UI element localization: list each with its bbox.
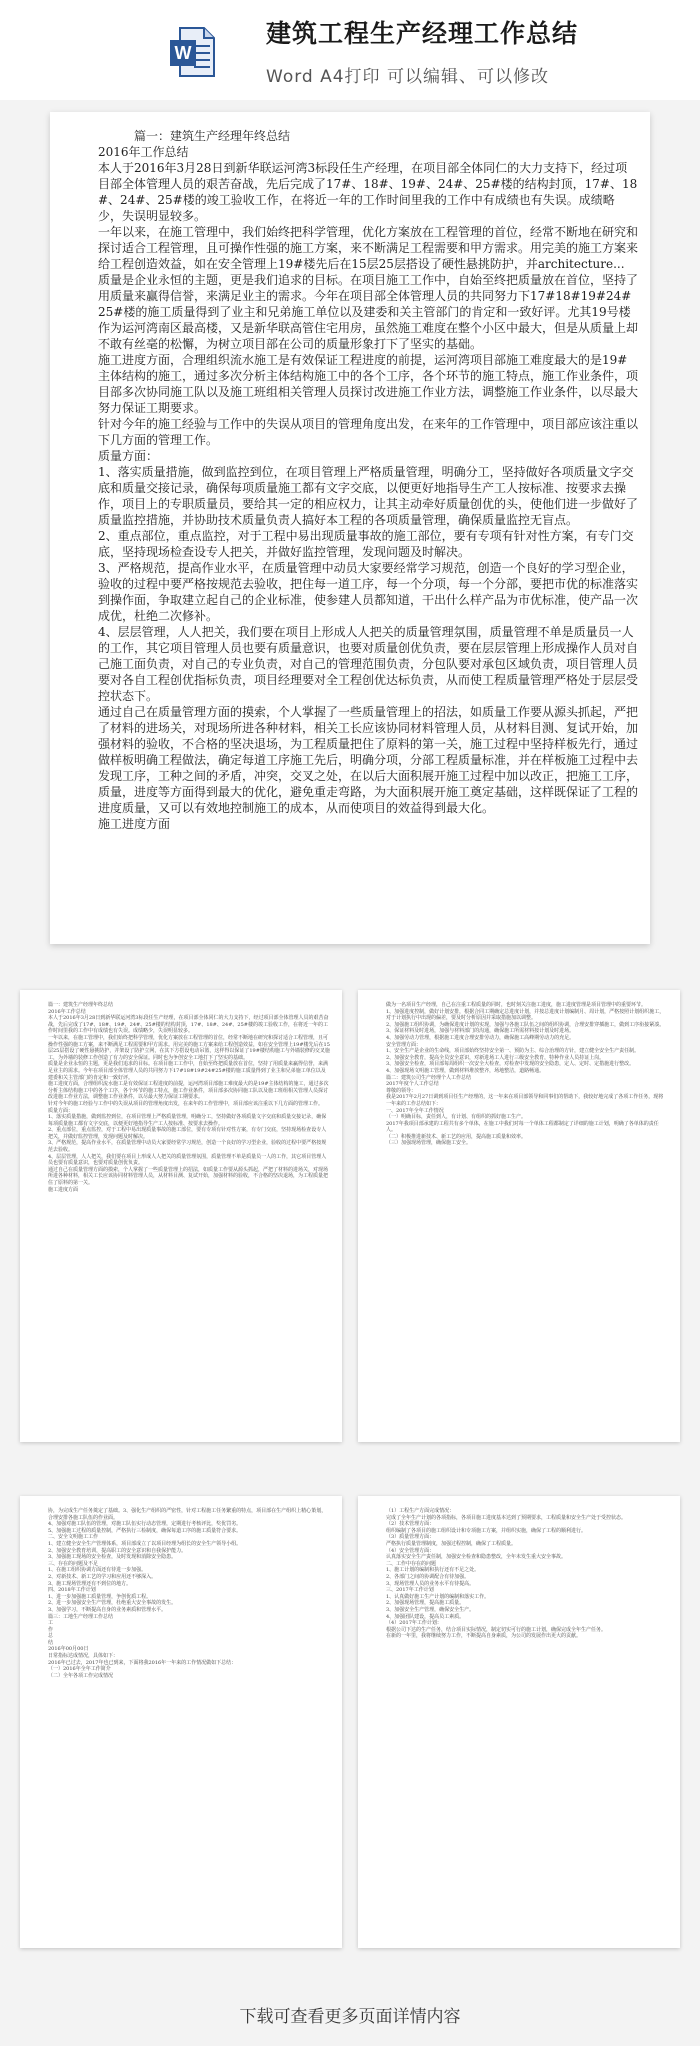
thumbnail-paragraph: 1、认真做好施工生产计划的编制和落实工作。 [386,1593,490,1600]
paragraph: 1、落实质量措施，做到监控到位，在项目管理上严格质量管理，明确分工，坚持做好各项质量文字交底和质量交接记录，确保每项质量施工都有文字交底，以便更好地指导生产工人按标准、按要求去操作，项目上的专职质量员，要给其一定的相应权力，让其主动牵好质量创优的头，使他们进一步做好了质量监控措施，并协助技术质量负责人搞好本工程的各项质量管理，确保质量监控无盲点。 [98,465,639,527]
thumbnail-paragraph: 协，为完成生产任务奠定了基础。3、强化生产组织的严密性，针对工程施工任务繁重的特点，项目部在生产组织上精心策划，合理安排各施工队伍的作业面。 [48,1508,327,1521]
thumbnail-paragraph: 一、2017年全年工作情况 [386,1107,444,1114]
thumbnail-paragraph: （一）明确目标，责任到人，有计划、有组织的抓好施工生产。 [386,1114,527,1121]
thumbnail-paragraph: 2、加强施工组织协调，为确保进度计划的实现，加强与各施工队伍之间的组织协调，合理安排穿插施工，做到工序衔接紧凑。 [386,1021,665,1028]
document-subtitle: Word A4打印 可以编辑、可以修改 [266,67,549,87]
thumbnail-paragraph: 2、加强现场管理，提高施工质量。 [386,1600,465,1607]
thumbnail-text [48,1508,330,1679]
thumbnail-paragraph: （4）安全管理方面： [386,1547,435,1554]
thumbnail-paragraph: （三）加强现场管理，确保施工安全。 [386,1140,472,1147]
thumbnail-paragraph: 3、加强施工现场的安全检查，及时发现和消除安全隐患。 [48,1554,177,1561]
thumbnail-paragraph: （1）工程生产方面完成情况： [386,1508,455,1514]
thumbnail-paragraph: 通过自己在质量管理方面的摸索，个人掌握了一些质量管理上的招法，如质量工作要从源头抓起，严把了材料的进场关，对现场所进各种材料，相关工长应该协同材料管理人员，从材料目测、复试开始，加强材料的验收，不合格的坚决退场，为工程质量把住了原料的第一关。 [48,1166,329,1187]
thumbnail-paragraph: 作 [48,1626,54,1633]
thumbnail-paragraph: 总 [48,1633,54,1640]
thumbnail-paragraph: 我是2017年2月27日调到项目任生产经理的，这一年来在项目部领导和同事们的帮助下，我较好地完成了各项工作任务，现将一年来的工作总结如下： [386,1094,664,1107]
thumbnail-text [386,1508,668,1640]
thumbnail-paragraph: 2、进一步加强安全生产管理，杜绝重大安全事故的发生。 [48,1600,177,1607]
thumbnail-paragraph: 2、加强安全教育培训，提高职工的安全意识和自我保护能力。 [48,1547,187,1554]
thumbnail-paragraph: 在新的一年里，我将继续努力工作，不断提高自身素质，为公司的发展作出更大的贡献。 [386,1633,582,1640]
thumbnail-paragraph: 3、严格规范，提高作业水平，在质量管理中动员大家要经常学习规范，创造一个良好的学习型企业，验收的过程中要严格按规范去验收。 [48,1140,327,1154]
thumbnail-paragraph: 1、在施工组织协调方面还有待进一步加强。 [48,1567,147,1574]
paragraph: 篇一：建筑生产经理年终总结 [134,129,291,143]
thumbnail-paragraph: 3、现场管理人员的业务水平有待提高。 [386,1580,475,1587]
thumbnail-paragraph: 2016年00月00日 [48,1646,89,1653]
page-thumbnail-4[interactable] [358,1496,680,1948]
thumbnail-paragraph: （3）质量管理方面： [386,1534,435,1541]
thumbnail-paragraph: 篇三：工地生产经理工作总结 [48,1613,114,1620]
paragraph: 2016年工作总结 [98,145,189,159]
paragraph: 本人于2016年3月28日到新华联运河湾3标段任生产经理，在项目部全体同仁的大力支持下，经过项目部全体管理人员的艰苦奋战，先后完成了17#、18#、19#、24#、25#楼的结构封顶，17#、18#、24#、25#楼的竣工验收工作，在将近一年的工作时间里我的工作中有成绩也有失误。成绩略少，失误明显较多。 [98,161,638,223]
paragraph: 针对今年的施工经验与工作中的失误从项目的管理角度出发，在来年的工作管理中，项目部应该注重以下几方面的管理工作。 [98,417,639,447]
thumbnail-paragraph: 2、各部门之间的协调配合有待加强。 [386,1573,470,1580]
word-document-icon [170,26,216,78]
download-more-link[interactable]: 下载可查看更多页面详情内容 [239,2007,461,2027]
paragraph: 4、层层管理，人人把关，我们要在项目上形成人人把关的质量管理氛围，质量管理不单是质量员一人的工作，其它项目管理人员也要有质量意识，也要对质量创优负责，要在层层管理上形成操作人员对自己施工面负责，对自己的专业负责，对自己的管理范围负责，分包队要对承包区域负责，项目管理人员要对各自工程创优指标负责，项目经理要对全工程创优达标负责，从而使工程质量管理严格处于层层受控状态下。 [98,625,639,703]
thumbnail-paragraph: 1、加强进度控制，做好计划安排，根据合同工期确定总进度计划，并按总进度计划编制月、周计划，严格按照计划组织施工，对于计划执行中出现的偏差，要及时分析原因并采取措施加以调整。 [386,1008,665,1022]
thumbnail-paragraph: 3、加强安全检查，项目部每周组织一次安全大检查，对检查中发现的安全隐患，定人、定时、定措施进行整改。 [386,1061,635,1068]
thumbnail-paragraph: 1、落实质量措施，做到监控到位，在项目管理上严格质量管理，明确分工，坚持做好各项质量文字交底和质量交接记录，确保每项质量施工都有文字交底，以便更好地指导生产工人按标准、按要求去操作。 [48,1114,327,1127]
thumbnail-paragraph: 2017年度个人工作总结 [386,1081,439,1088]
thumbnail-paragraph: 严格执行质量管理制度，加强过程控制，确保了工程质量。 [386,1540,517,1547]
document-title: 建筑工程生产经理工作总结 [266,19,579,48]
paragraph: 施工进度方面，合理组织流水施工是有效保证工程进度的前提，运河湾项目部施工难度最大的是19#主体结构的施工，通过多次分析主体结构施工中的各个工序，各个环节的施工特点，施工作业条件，项目部多次协同施工队以及施工班组相关管理人员探讨改进施工作业方法，调整施工作业条件，以尽最大努力保证工期要求。 [98,353,639,415]
paragraph: 2、重点部位，重点监控，对于工程中易出现质量事故的施工部位，要有专项有针对性方案，有专门交底，坚持现场检查设专人把关，并做好监控管理，发现问题及时解决。 [98,529,634,559]
thumbnail-paragraph: 施工进度方面，合理组织流水施工是有效保证工程进度的前提，运河湾项目部施工难度最大的是19#主体结构的施工，通过多次分析主体结构施工中的各个工序，各个环节的施工特点，施工作业条件，项目部多次协同施工队以及施工班组相关管理人员探讨改进施工作业方法，调整施工作业条件，以尽最大努力保证工期要求。 [48,1081,329,1101]
thumbnail-paragraph: 组织编制了各项目的施工组织设计和专项施工方案，并组织实施，确保了工程的顺利进行。 [386,1527,587,1534]
thumbnail-paragraph: 二、工作中存在的问题 [386,1560,437,1567]
page-header [0,0,700,100]
thumbnail-paragraph: 做为一名项目生产经理，自己在注重工程质量的同时，也时刻关注施工进度，施工进度管理是项目管理中的重要环节。 [386,1002,647,1008]
thumbnail-paragraph: 质量方面： [48,1107,74,1114]
thumbnail-paragraph: 3、加强学习，不断提高自身的业务素质和管理水平。 [48,1606,167,1613]
thumbnail-paragraph: 1、进一步加强施工质量管理，争创优质工程。 [48,1593,152,1600]
thumbnail-paragraph: 安全管理方面： [386,1041,422,1048]
thumbnail-paragraph: 工 [48,1620,54,1627]
thumbnail-paragraph: 1、建立健全安全生产管理体系，项目部成立了以项目经理为组长的安全生产领导小组。 [48,1540,242,1547]
thumbnail-paragraph: 三、存在的问题及不足 [48,1560,99,1567]
paragraph: 质量方面： [98,449,159,463]
thumbnail-paragraph: 2、对新技术、新工艺的学习和应用还不够深入。 [48,1573,157,1580]
document-page-preview [50,112,650,944]
page-thumbnail-2[interactable] [358,990,680,1442]
thumbnail-paragraph: 2016年已过去，2017年也已到来，下面将我2016年一年来的工作情况做如下总结： [48,1659,237,1666]
thumbnail-paragraph: 2、重点部位，重点监控，对于工程中易出现质量事故的施工部位，要有专项有针对性方案，有专门交底，坚持现场检查设专人把关，并做好监控管理，发现问题及时解决。 [48,1127,327,1140]
thumbnail-paragraph: 2017年我项目部承建的工程共有多个单体，在施工中我们对每一个单体工程都制定了详细的施工计划，明确了各单体的责任人。 [386,1120,659,1134]
thumbnail-paragraph: 施工进度方面 [48,1186,79,1193]
thumbnail-paragraph: （2）技术管理方面： [386,1521,435,1528]
thumbnail-paragraph: 一年以来，在施工管理中，我们始终把科学管理，优化方案放在工程管理的首位，经常不断地在研究和探讨适合工程管理，且可操作性强的施工方案，来不断满足工程需要和甲方需求。用完美的施工方案来给工程创造效益，如在安全管理上19#楼先后在15层25层搭设了硬性悬挑防护，并架设了防护立网，在其下方搭设电动吊篮，这样得以保证了19#楼结构施工与外墙装修的交叉施工，为外墙的装修工作创造了有力的安全保证。同时也为争创安全工地打下了坚实的基础。 [48,1034,330,1061]
paragraph: 3、严格规范，提高作业水平，在质量管理中动员大家要经常学习规范，创造一个良好的学习型企业，验收的过程中要严格按规范去验收，把住每一道工序，每一个分项，每一个分部，要把市优的标准落实到操作面，争取建立起自己的企业标准，使参建人员都知道，干出什么样产品为市优标准，使产品一次成优，杜绝二次修补。 [98,561,639,623]
paragraph: 通过自己在质量管理方面的摸索，个人掌握了一些质量管理上的招法，如质量工作要从源头抓起，严把了材料的进场关，对现场所进各种材料，相关工长应该协同材料管理人员，从材料目测、复试开始，加强材料的验收，不合格的坚决退场，为工程质量把住了原料的第一关，施工过程中坚持样板先行，通过做样板明确工程做法，确定每道工序施工先后，明确分项，分部工程质量标准，并在样板施工过程中去发现工序，工种之间的矛盾，冲突，交叉之处，在以后大面积展开施工过程中加以改正，把施工工序，质量，进度等方面得到最大的优化，避免重走弯路，为大面积展开施工奠定基础，这样既保证了工程的进度质量，又可以有效地控制施工的成本，从而使项目的效益得到最大化。 [98,705,639,815]
thumbnail-text [386,1002,668,1147]
paragraph: 质量是企业永恒的主题，更是我们追求的目标。在项目施工工作中，自始至终把质量放在首位，坚持了用质量来赢得信誉，来满足业主的需求。今年在项目部全体管理人员的共同努力下17#18#19#24#25#楼的施工质量得到了业主和兄弟施工单位以及建委和关主管部门的肯定和一致好评。尤其19号楼作为运河湾南区最高楼，又是新华联高管住宅用房，虽然施工难度在整个小区中最大，但是从质量上却不敢有丝毫的松懈，为树立项目部在公司的质量形象打下了坚实的基础。 [98,273,639,351]
thumbnail-paragraph: 2、加强安全教育，提高全员安全意识，对新进场工人进行三级安全教育，特种作业人员持证上岗。 [386,1054,605,1061]
thumbnail-paragraph: （二）全年各项工作完成情况 [48,1672,114,1679]
thumbnail-paragraph: 完成了全年生产计划的各项指标，各项目施工进度基本达到了预期要求，工程质量和安全生产处于受控状态。 [386,1514,627,1521]
thumbnail-paragraph: 1、安全生产是企业的生命线，项目部始终坚持安全第一、预防为主、综合治理的方针，建立健全安全生产责任制。 [386,1048,640,1055]
thumbnail-paragraph: 4、加强对施工队伍的管理，对施工队伍实行动态管理，定期进行考核评比，奖优罚劣。 [48,1521,242,1528]
thumbnail-paragraph: 四、2018年工作计划 [48,1587,96,1594]
thumbnail-paragraph: 三、2017年工作计划 [386,1587,434,1594]
thumbnail-paragraph: 2016年工作总结 [48,1008,86,1015]
thumbnail-paragraph: 5、加强施工过程的质量控制，严格执行三检制度，确保每道工序的施工质量符合要求。 [48,1527,242,1534]
thumbnail-paragraph: （一）2016年全年工作简介 [48,1666,111,1673]
thumbnail-paragraph: 认真落实安全生产责任制，加强安全检查和隐患整改，全年未发生重大安全事故。 [386,1554,567,1561]
thumbnail-paragraph: 篇二：建筑公司生产经理个人工作总结 [386,1074,472,1081]
thumbnail-paragraph: 篇一：建筑生产经理年终总结 [48,1002,114,1008]
thumbnail-paragraph: 3、加强安全生产管理，确保安全生产。 [386,1606,475,1613]
page-thumbnail-3[interactable] [20,1496,342,1948]
thumbnail-paragraph: 4、层层管理，人人把关，我们要在项目上形成人人把关的质量管理氛围，质量管理不单是质量员一人的工作，其它项目管理人员也要有质量意识，也要对质量创优负责。 [48,1153,327,1167]
document-body [98,128,638,832]
thumbnail-paragraph: （二）积极推进新技术、新工艺的应用，提高施工质量和效率。 [386,1133,527,1140]
thumbnail-paragraph: 4、加强劳动力管理，根据施工进度合理安排劳动力，确保施工高峰期劳动力的充足。 [386,1034,575,1041]
thumbnail-paragraph: 尊敬的领导： [386,1087,417,1094]
thumbnail-paragraph: 质量是企业永恒的主题，更是我们追求的目标。在项目施工工作中，自始至终把质量放在首位，坚持了用质量来赢得信誉，来满足业主的需求。今年在项目部全体管理人员的共同努力下17#18#19#24#25#楼的施工质量得到了业主和兄弟施工单位以及建委和关主管部门的肯定和一致好评。 [48,1061,329,1081]
thumbnail-paragraph: 3、保证材料及时进场，加强与材料部门的沟通，确保施工所需材料按计划及时进场。 [386,1028,575,1035]
thumbnail-paragraph: 本人于2016年3月28日到新华联运河湾3标段任生产经理，在项目部全体同仁的大力支持下，经过项目部全体管理人员的艰苦奋战，先后完成了17#、18#、19#、24#、25#楼的结构封顶，17#、18#、24#、25#楼的竣工验收工作，在将近一年的工作时间里我的工作中有成绩也有失误。成绩略少，失误明显较多。 [48,1015,329,1035]
paragraph: 施工进度方面 [98,817,171,831]
thumbnail-paragraph: 针对今年的施工经验与工作中的失误从项目的管理角度出发，在来年的工作管理中，项目部应该注重以下几方面的管理工作。 [48,1100,324,1107]
thumbnail-paragraph: 4、加强现场文明施工管理，做到材料堆放整齐，场地整洁，道路畅通。 [386,1067,545,1074]
thumbnail-paragraph: 结 [48,1639,54,1646]
thumbnail-paragraph: 根据公司下达的生产任务，结合项目实际情况，制定切实可行的施工计划，确保完成全年生产任务。 [386,1626,607,1633]
thumbnail-text [48,1002,330,1193]
thumbnail-paragraph: （4）2017年工作计划： [386,1620,442,1627]
thumbnail-paragraph: 二、安全文明施工工作 [48,1534,99,1541]
thumbnail-paragraph: 1、施工计划的编制和执行还有不足之处。 [386,1567,480,1574]
thumbnail-paragraph: 3、施工现场管理还有不到位的地方。 [48,1580,132,1587]
page-thumbnail-1[interactable] [20,990,342,1442]
paragraph: 一年以来，在施工管理中，我们始终把科学管理，优化方案放在工程管理的首位，经常不断地在研究和探讨适合工程管理，且可操作性强的施工方案，来不断满足工程需要和甲方需求。用完美的施工方案来给工程创造效益，如在安全管理上19#楼先后在15层25层搭设了硬性悬挑防护，并architecture... [98,225,639,271]
thumbnail-paragraph: 日常指标达成情况，具体如下： [48,1653,119,1660]
svg-text:W: W [174,43,192,63]
thumbnail-paragraph: 4、加强团队建设，提高员工素质。 [386,1613,465,1620]
